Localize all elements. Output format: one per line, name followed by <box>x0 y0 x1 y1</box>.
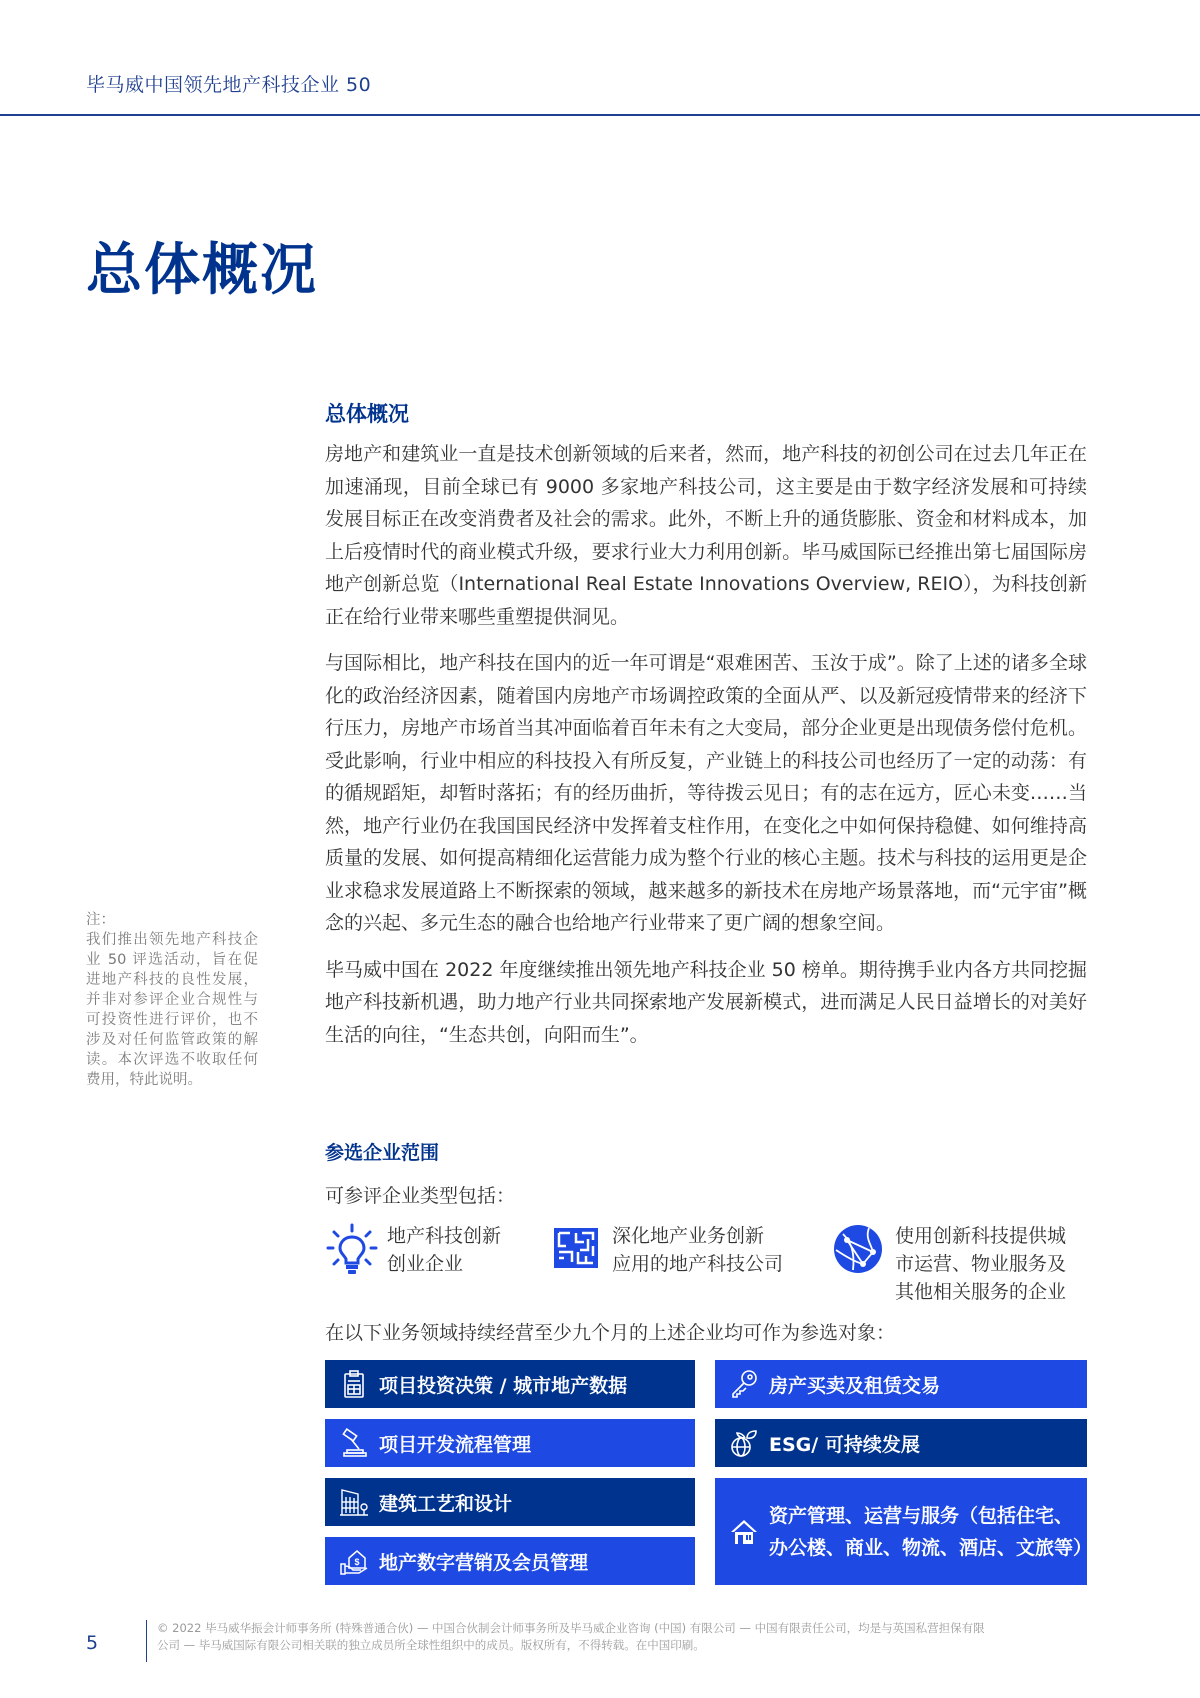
area-label: 建筑工艺和设计 <box>379 1492 513 1515</box>
eligibility-intro: 可参评企业类型包括： <box>325 1185 516 1207</box>
area-esg <box>715 1419 1087 1467</box>
paragraph-2: 与国际相比，地产科技在国内的近一年可谓是“艰难困苦、玉汝于成”。除了上述的诸多全球化的政治经济因素，随着国内房地产市场调控政策的全面从严、以及新冠疫情带来的经济下行压力，房地产市场首当其冲面临着百年未有之大变局，部分企业更是出现债务偿付危机。受此影响，行业中相应的科技投入有所反复，产业链上的科技公司也经历了一定的动荡：有的循规蹈矩，却暂时落拓；有的经历曲折，等待拨云见日；有的志在远方，匠心未变……当然，地产行业仍在我国国民经济中发挥着支柱作用，在变化之中如何保持稳健、如何维持高质量的发展、如何提高精细化运营能力成为整个行业的核心主题。技术与科技的运用更是企业求稳求发展道路上不断探索的领域，越来越多的新技术在房地产场景落地，而“元宇宙”概念的兴起、多元生态的融合也给地产行业带来了更广阔的想象空间。 <box>325 652 1087 934</box>
report-title: 毕马威中国领先地产科技企业 50 <box>86 74 372 96</box>
company-type-line: 创业企业 <box>387 1253 464 1275</box>
area-label: 房产买卖及租赁交易 <box>769 1374 941 1397</box>
area-label: 项目开发流程管理 <box>379 1433 532 1456</box>
company-type-proptech <box>550 1222 783 1278</box>
money-hand-icon <box>339 1546 369 1576</box>
paragraph-1: 房地产和建筑业一直是技术创新领域的后来者，然而，地产科技的初创公司在过去几年正在加速涌现，目前全球已有 9000 多家地产科技公司，这主要是由于数字经济发展和可持续发展目标正在改变消费者及社会的需求。此外，不断上升的通货膨胀、资金和材料成本，加上后疫情时代的商业模式升级，要求行业大力利用创新。毕马威国际已经推出第七届国际房地产创新总览（International Real Estate Innovations Overview, REIO），为科技创新正在给行业带来哪些重塑提供洞见。 <box>325 443 1087 628</box>
copyright-line: 公司 — 毕马威国际有限公司相关联的独立成员所全球性组织中的成员。版权所有，不得转载。在中国印刷。 <box>157 1638 705 1652</box>
page-header <box>0 0 1200 116</box>
company-type-line: 其他相关服务的企业 <box>895 1281 1067 1303</box>
area-label: ESG/ 可持续发展 <box>769 1433 920 1456</box>
page-number: 5 <box>86 1632 99 1654</box>
area-investment-data <box>325 1360 695 1408</box>
eligibility-section <box>325 1138 1087 1345</box>
company-type-line: 地产科技创新 <box>387 1225 502 1247</box>
area-digital-marketing <box>325 1537 695 1585</box>
svg-text:$: $ <box>354 1557 360 1567</box>
network-globe-icon <box>833 1222 887 1276</box>
area-transactions <box>715 1360 1087 1408</box>
area-label-line: 办公楼、商业、物流、酒店、文旅等） <box>769 1536 1093 1559</box>
header-divider <box>0 114 1200 116</box>
company-type-line: 使用创新科技提供城 <box>895 1225 1067 1247</box>
company-type-startup <box>325 1222 501 1278</box>
eligibility-criteria: 在以下业务领域持续经营至少九个月的上述企业均可作为参选对象： <box>325 1322 896 1344</box>
area-label: 地产数字营销及会员管理 <box>379 1551 589 1574</box>
section-heading: 总体概况 <box>325 402 409 426</box>
eco-globe-icon <box>729 1428 759 1458</box>
eligibility-heading: 参选企业范围 <box>325 1142 440 1164</box>
key-icon <box>729 1369 759 1399</box>
company-type-line: 深化地产业务创新 <box>612 1225 765 1247</box>
side-note-label: 注： <box>86 912 115 928</box>
lightbulb-icon <box>325 1222 379 1276</box>
page-title: 总体概况 <box>86 238 318 303</box>
footer-divider <box>146 1620 147 1662</box>
area-asset-management <box>715 1478 1093 1585</box>
side-note-text: 我们推出领先地产科技企业 50 评选活动，旨在促进地产科技的良性发展，并非对参评企业合规性与可投资性进行评价，也不涉及对任何监管政策的解读。本次评选不收取任何费用，特此说明。 <box>86 932 258 1088</box>
maze-icon <box>550 1222 604 1276</box>
area-architecture-design <box>325 1478 695 1526</box>
house-icon <box>729 1517 759 1547</box>
clipboard-icon <box>339 1369 369 1399</box>
page-footer <box>0 1610 1200 1670</box>
business-areas-grid <box>325 1360 1093 1586</box>
gavel-icon <box>339 1428 369 1458</box>
copyright-line: © 2022 毕马威华振会计师事务所 (特殊普通合伙) — 中国合伙制会计师事务所及毕马威企业咨询 (中国) 有限公司 — 中国有限责任公司，均是与英国私营担保有限 <box>157 1621 985 1635</box>
area-development-process <box>325 1419 695 1467</box>
copyright-notice <box>157 1620 1097 1654</box>
company-type-services <box>833 1222 1066 1306</box>
company-type-line: 应用的地产科技公司 <box>612 1253 784 1275</box>
overview-section <box>325 398 1087 1065</box>
area-label-line: 资产管理、运营与服务（包括住宅、 <box>769 1504 1074 1527</box>
paragraph-3: 毕马威中国在 2022 年度继续推出领先地产科技企业 50 榜单。期待携手业内各方共同挖掘地产科技新机遇，助力地产行业共同探索地产发展新模式，进而满足人民日益增长的对美好生活的向往，“生态共创，向阳而生”。 <box>325 958 1087 1046</box>
building-icon <box>339 1487 369 1517</box>
company-type-line: 市运营、物业服务及 <box>895 1253 1067 1275</box>
area-label: 项目投资决策 / 城市地产数据 <box>379 1374 628 1397</box>
company-types <box>325 1222 1087 1314</box>
side-note <box>86 910 258 1090</box>
